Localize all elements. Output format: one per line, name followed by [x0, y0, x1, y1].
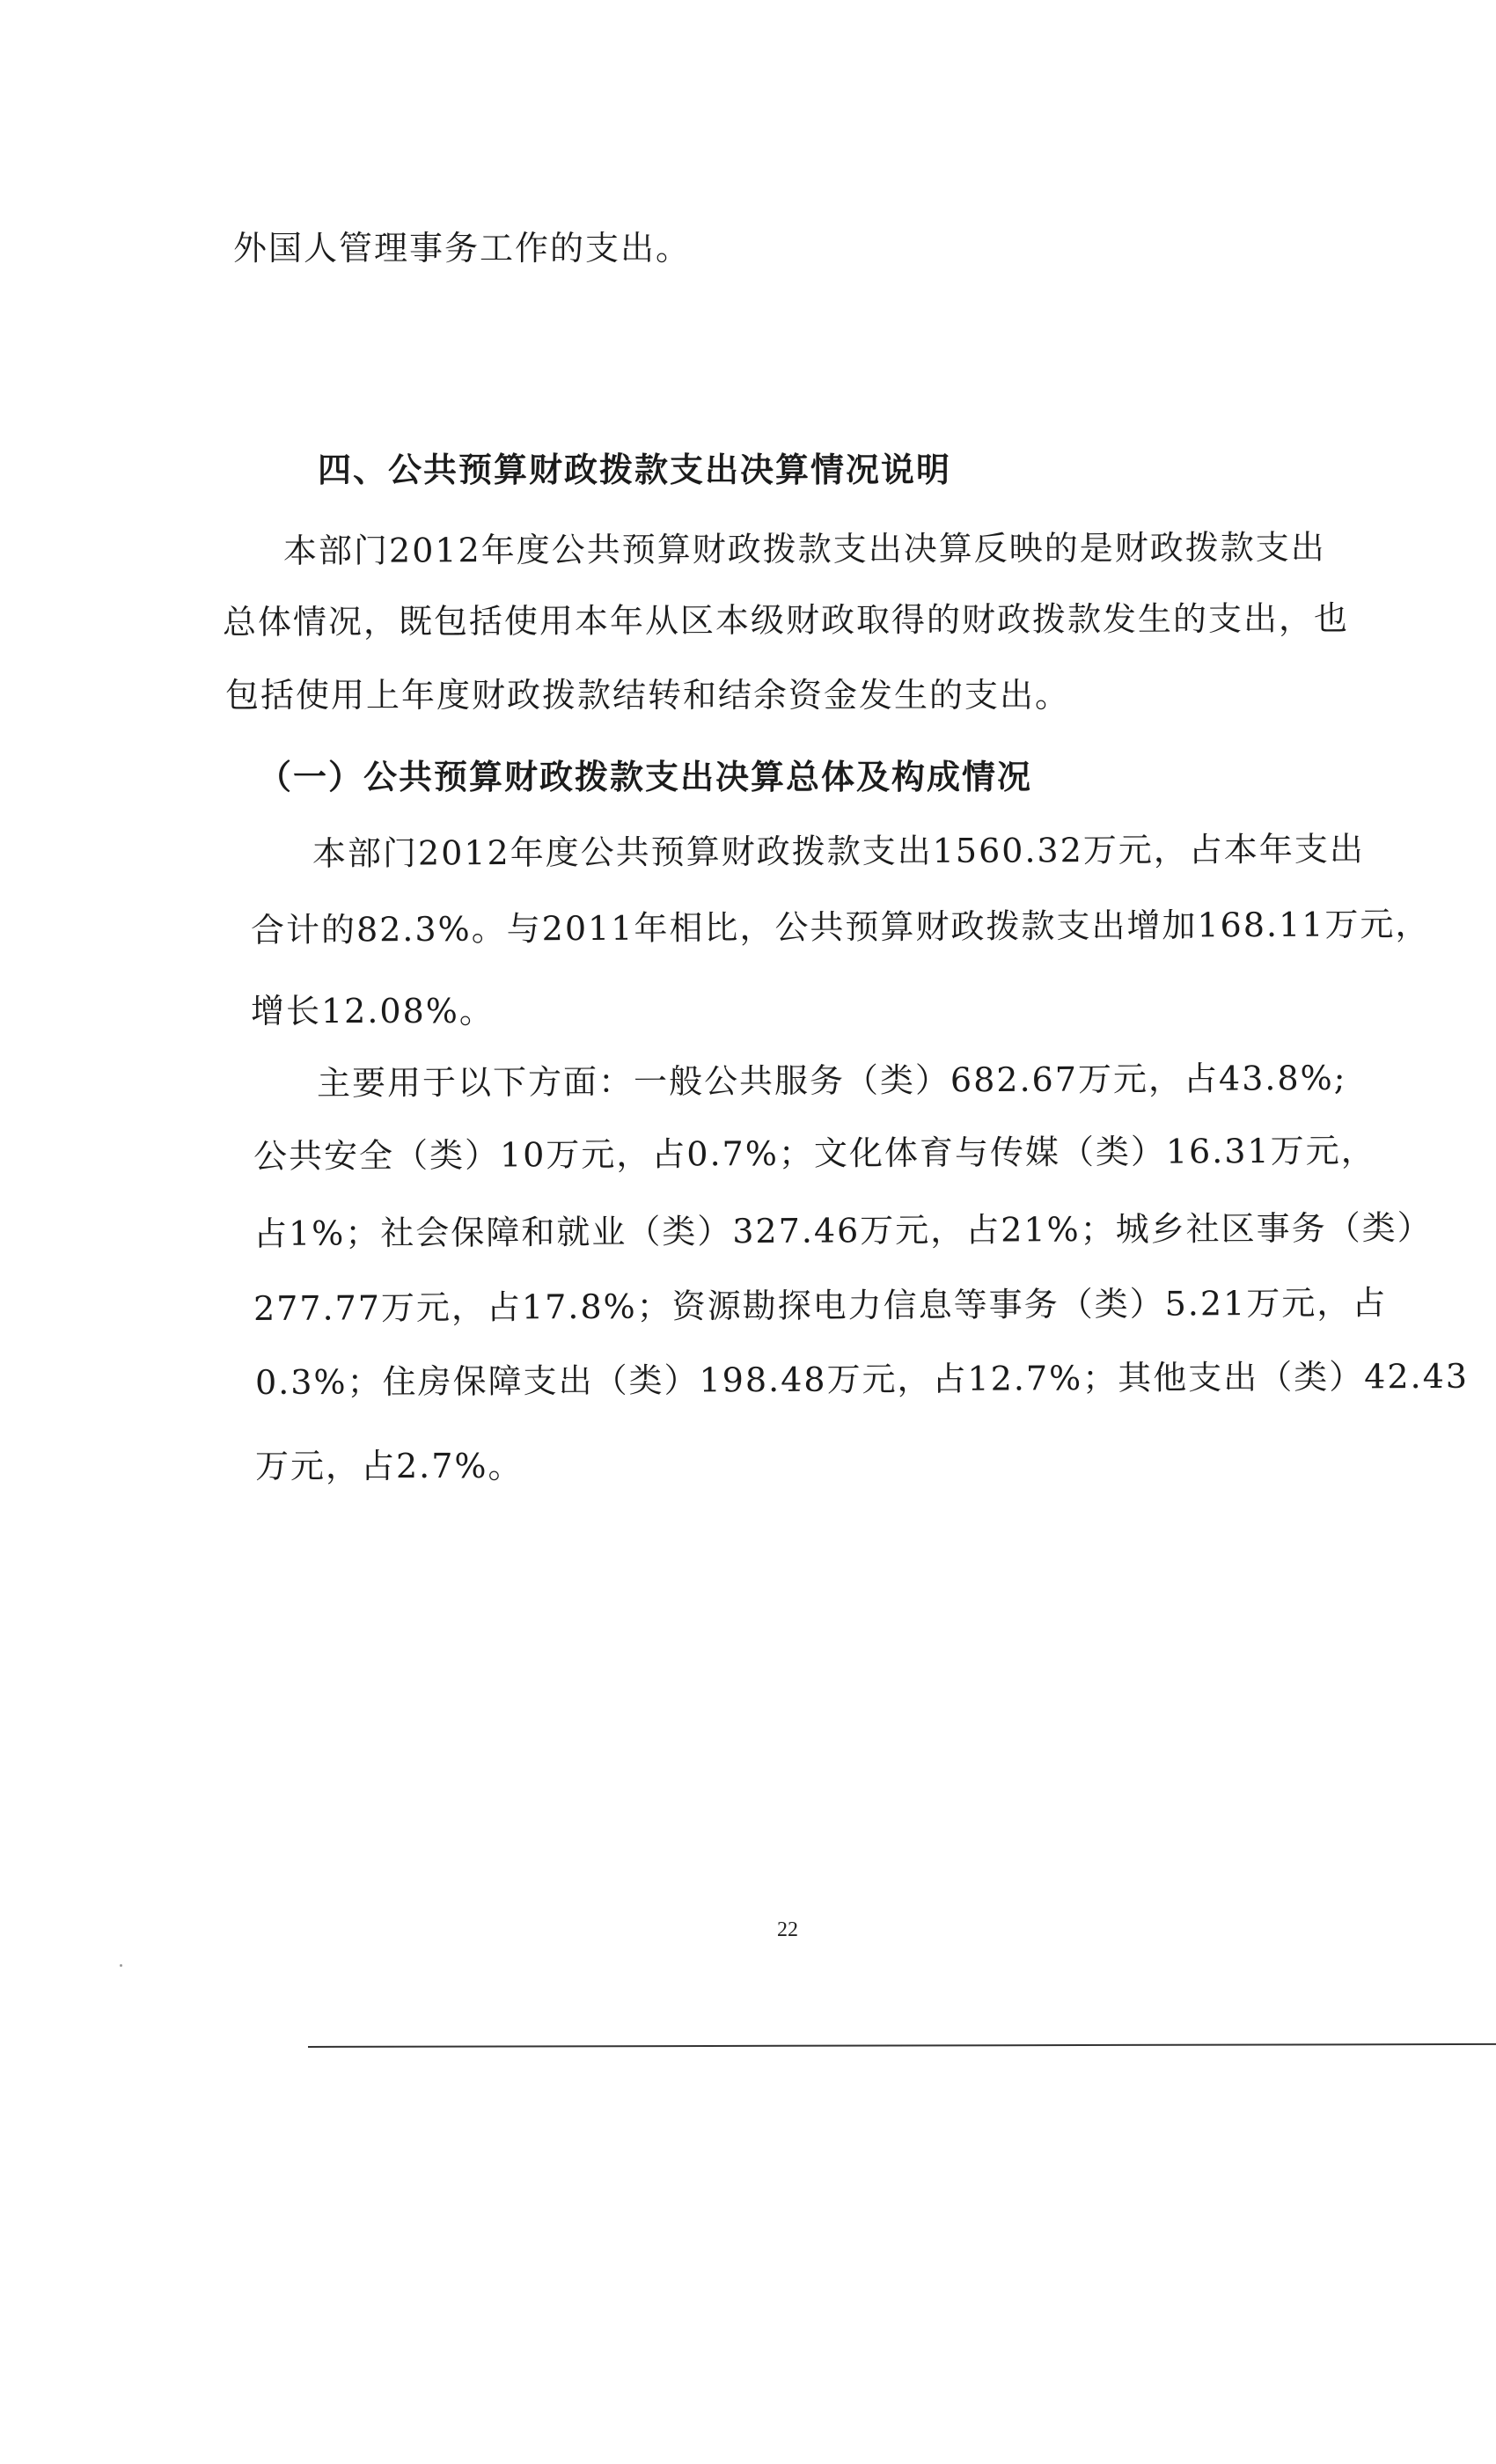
- body-line-8: 主要用于以下方面：一般公共服务（类）682.67万元，占43.8%;: [316, 1058, 1347, 1103]
- body-line-12: 0.3%；住房保障支出（类）198.48万元，占12.7%；其他支出（类）42.43: [254, 1356, 1470, 1402]
- body-line-1: 外国人管理事务工作的支出。: [233, 229, 692, 268]
- body-line-10: 占1%；社会保障和就业（类）327.46万元，占21%；城乡社区事务（类）: [253, 1207, 1433, 1253]
- body-line-6: 合计的82.3%。与2011年相比，公共预算财政拨款支出增加168.11万元，: [250, 904, 1431, 950]
- body-line-3: 总体情况，既包括使用本年从区本级财政取得的财政拨款发生的支出，也: [222, 598, 1350, 642]
- body-line-7: 增长12.08%。: [251, 992, 495, 1030]
- body-line-5: 本部门2012年度公共预算财政拨款支出1560.32万元，占本年支出: [312, 829, 1365, 873]
- body-line-4: 包括使用上年度财政拨款结转和结余资金发生的支出。: [225, 676, 1071, 715]
- page-number: 22: [777, 1918, 798, 1941]
- body-line-13: 万元，占2.7%。: [255, 1447, 524, 1485]
- scan-speck: [120, 1964, 122, 1967]
- section-heading: 四、公共预算财政拨款支出决算情况说明: [318, 451, 952, 489]
- body-line-2: 本部门2012年度公共预算财政拨款支出决算反映的是财政拨款支出: [282, 527, 1326, 570]
- body-line-11: 277.77万元，占17.8%；资源勘探电力信息等事务（类）5.21万元，占: [253, 1283, 1388, 1328]
- subsection-heading: （一）公共预算财政拨款支出决算总体及构成情况: [258, 758, 1033, 796]
- page-bottom-rule: [308, 2043, 1496, 2048]
- body-line-9: 公共安全（类）10万元，占0.7%；文化体育与传媒（类）16.31万元，: [253, 1131, 1376, 1176]
